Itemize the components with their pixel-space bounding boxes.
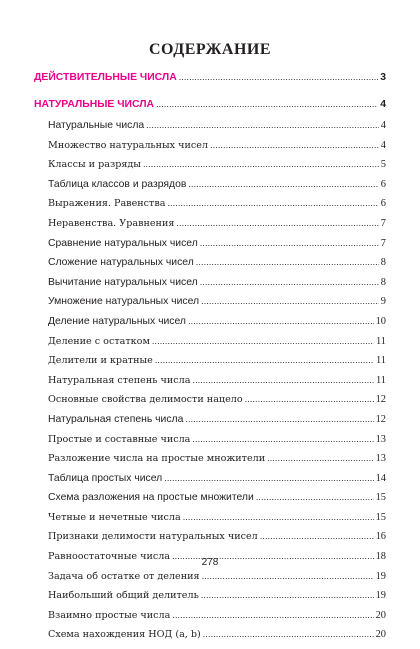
toc-entry-title: Наибольший общий делитель <box>48 590 199 602</box>
toc-entry-title: Разложение числа на простые множители <box>48 453 266 465</box>
toc-page-number: 7 <box>380 237 386 249</box>
toc-page-number: 13 <box>375 433 386 445</box>
toc-entry[interactable] <box>34 277 386 297</box>
toc-leader-dots <box>146 120 379 131</box>
toc-leader-dots <box>203 629 374 640</box>
toc-entry-title: Натуральная степень числа <box>48 413 184 425</box>
toc-entry[interactable] <box>34 316 386 336</box>
toc-page-number: 19 <box>375 590 386 602</box>
toc-page-number: 3 <box>380 72 386 83</box>
toc-page-number: 11 <box>375 355 386 367</box>
toc-entry-title: Вычитание натуральных чисел <box>48 276 198 288</box>
toc-entry-title: Признаки делимости натуральных чисел <box>48 531 258 543</box>
toc-entry[interactable] <box>34 336 386 356</box>
toc-entry[interactable] <box>34 218 386 238</box>
toc-page-number: 5 <box>380 159 386 171</box>
toc-leader-dots <box>202 571 374 582</box>
toc-leader-dots <box>167 198 378 209</box>
toc-page-number: 10 <box>375 315 386 327</box>
toc-entry-title: Натуральная степень числа <box>48 374 191 386</box>
toc-entry[interactable] <box>34 512 386 532</box>
toc-page-number: 6 <box>380 198 386 210</box>
toc-entry-title: Сравнение натуральных чисел <box>48 237 198 249</box>
toc-leader-dots <box>267 453 373 464</box>
toc-leader-dots <box>196 257 379 268</box>
toc-entry-title: Классы и разряды <box>48 159 141 171</box>
toc-entry-title: Сложение натуральных чисел <box>48 257 194 269</box>
toc-leader-dots <box>188 316 374 327</box>
toc-entry[interactable] <box>34 610 386 630</box>
toc-entry-title: Множество натуральных чисел <box>48 139 209 151</box>
toc-leader-dots <box>192 375 374 386</box>
page-title: СОДЕРЖАНИЕ <box>148 41 272 58</box>
toc-entry[interactable] <box>34 473 386 493</box>
toc-leader-dots <box>176 218 378 229</box>
toc-entry-title: Таблица классов и разрядов <box>48 178 187 190</box>
toc-entry[interactable] <box>34 375 386 395</box>
toc-leader-dots <box>256 492 374 503</box>
toc-entry-title: Деление с остатком <box>48 335 150 347</box>
toc-page-number: 12 <box>375 394 386 406</box>
toc-entry-title: Схема разложения на простые множители <box>48 492 254 504</box>
toc-page-number: 6 <box>380 178 386 190</box>
toc-entry[interactable] <box>34 629 386 649</box>
toc-page-number: 20 <box>375 629 386 641</box>
toc-entry[interactable] <box>34 590 386 610</box>
toc-entry[interactable] <box>34 257 386 277</box>
toc-leader-dots <box>185 414 373 425</box>
toc-page-number: 13 <box>375 453 386 465</box>
toc-leader-dots <box>245 394 374 405</box>
toc-entry-title: Задача об остатке от деления <box>48 570 200 582</box>
toc-entry[interactable] <box>34 492 386 512</box>
toc-leader-dots <box>210 140 379 151</box>
toc-entry[interactable] <box>34 140 386 160</box>
toc-page-number: 15 <box>375 492 386 504</box>
toc-entry-title: Выражения. Равенства <box>48 198 166 210</box>
toc-section-real-numbers[interactable] <box>34 72 386 93</box>
toc-leader-dots <box>152 336 374 347</box>
toc-page-number: 14 <box>375 472 386 484</box>
toc-page-number: 8 <box>380 276 386 288</box>
toc-leader-dots <box>164 473 373 484</box>
toc-page-number: 4 <box>380 139 386 151</box>
toc-entry[interactable] <box>34 238 386 258</box>
toc-page-number: 7 <box>380 217 386 229</box>
toc-section-title: ДЕЙСТВИТЕЛЬНЫЕ ЧИСЛА <box>34 72 177 83</box>
toc-page-number: 11 <box>375 374 386 386</box>
toc-entry[interactable] <box>34 453 386 473</box>
toc-leader-dots <box>183 512 374 523</box>
toc-page-number: 12 <box>375 413 386 425</box>
toc-entry-title: Взаимно простые числа <box>48 609 171 621</box>
toc-page-number: 4 <box>380 99 386 110</box>
toc-entry[interactable] <box>34 159 386 179</box>
toc-entry-title: Равноостаточные числа <box>48 551 171 563</box>
toc-page-number: 11 <box>375 335 386 347</box>
toc-page-number: 9 <box>380 296 386 308</box>
toc-section-title: НАТУРАЛЬНЫЕ ЧИСЛА <box>34 99 155 110</box>
toc-leader-dots <box>200 238 379 249</box>
toc-leader-dots <box>172 610 373 621</box>
toc-entry[interactable] <box>34 394 386 414</box>
toc-leader-dots <box>156 99 378 110</box>
toc-leader-dots <box>155 355 374 366</box>
toc-page-number: 20 <box>375 609 386 621</box>
toc-entry-title: Натуральные числа <box>48 120 145 131</box>
toc-leader-dots <box>201 296 379 307</box>
toc-leader-dots <box>188 179 378 190</box>
toc-entry-title: Четные и нечетные числа <box>48 511 181 523</box>
toc-entry-title: Делители и кратные <box>48 355 153 367</box>
toc-entry[interactable] <box>34 434 386 454</box>
toc-page-number: 4 <box>380 120 386 131</box>
toc-entry[interactable] <box>34 198 386 218</box>
toc-entry[interactable] <box>34 414 386 434</box>
toc-entry-title: Основные свойства делимости нацело <box>48 394 243 406</box>
toc-entry[interactable] <box>34 531 386 551</box>
toc-section-natural-numbers[interactable] <box>34 99 386 120</box>
toc-entry[interactable] <box>34 355 386 375</box>
toc-entry-title: Неравенства. Уравнения <box>48 217 175 229</box>
toc-entry-title: Схема нахождения НОД (a, b) <box>48 629 201 641</box>
toc-entry-title: Умножение натуральных чисел <box>48 296 200 308</box>
toc-entry-title: Простые и составные числа <box>48 433 191 445</box>
page-number: 278 <box>201 557 219 568</box>
toc-leader-dots <box>179 72 379 83</box>
toc-entry-title: Деление натуральных чисел <box>48 315 186 327</box>
toc-entry[interactable] <box>34 571 386 591</box>
toc-entry[interactable] <box>34 296 386 316</box>
toc-entry[interactable] <box>34 120 386 140</box>
toc-page-number: 16 <box>375 531 386 543</box>
toc-leader-dots <box>260 531 374 542</box>
toc-page-number: 18 <box>375 551 386 563</box>
toc-leader-dots <box>200 277 379 288</box>
toc-entry[interactable] <box>34 179 386 199</box>
toc-entry-title: Таблица простых чисел <box>48 472 163 484</box>
toc-page-number: 8 <box>380 257 386 269</box>
toc-page-number: 15 <box>375 511 386 523</box>
toc-page-number: 19 <box>375 570 386 582</box>
toc-leader-dots <box>143 159 379 170</box>
toc-leader-dots <box>192 434 373 445</box>
